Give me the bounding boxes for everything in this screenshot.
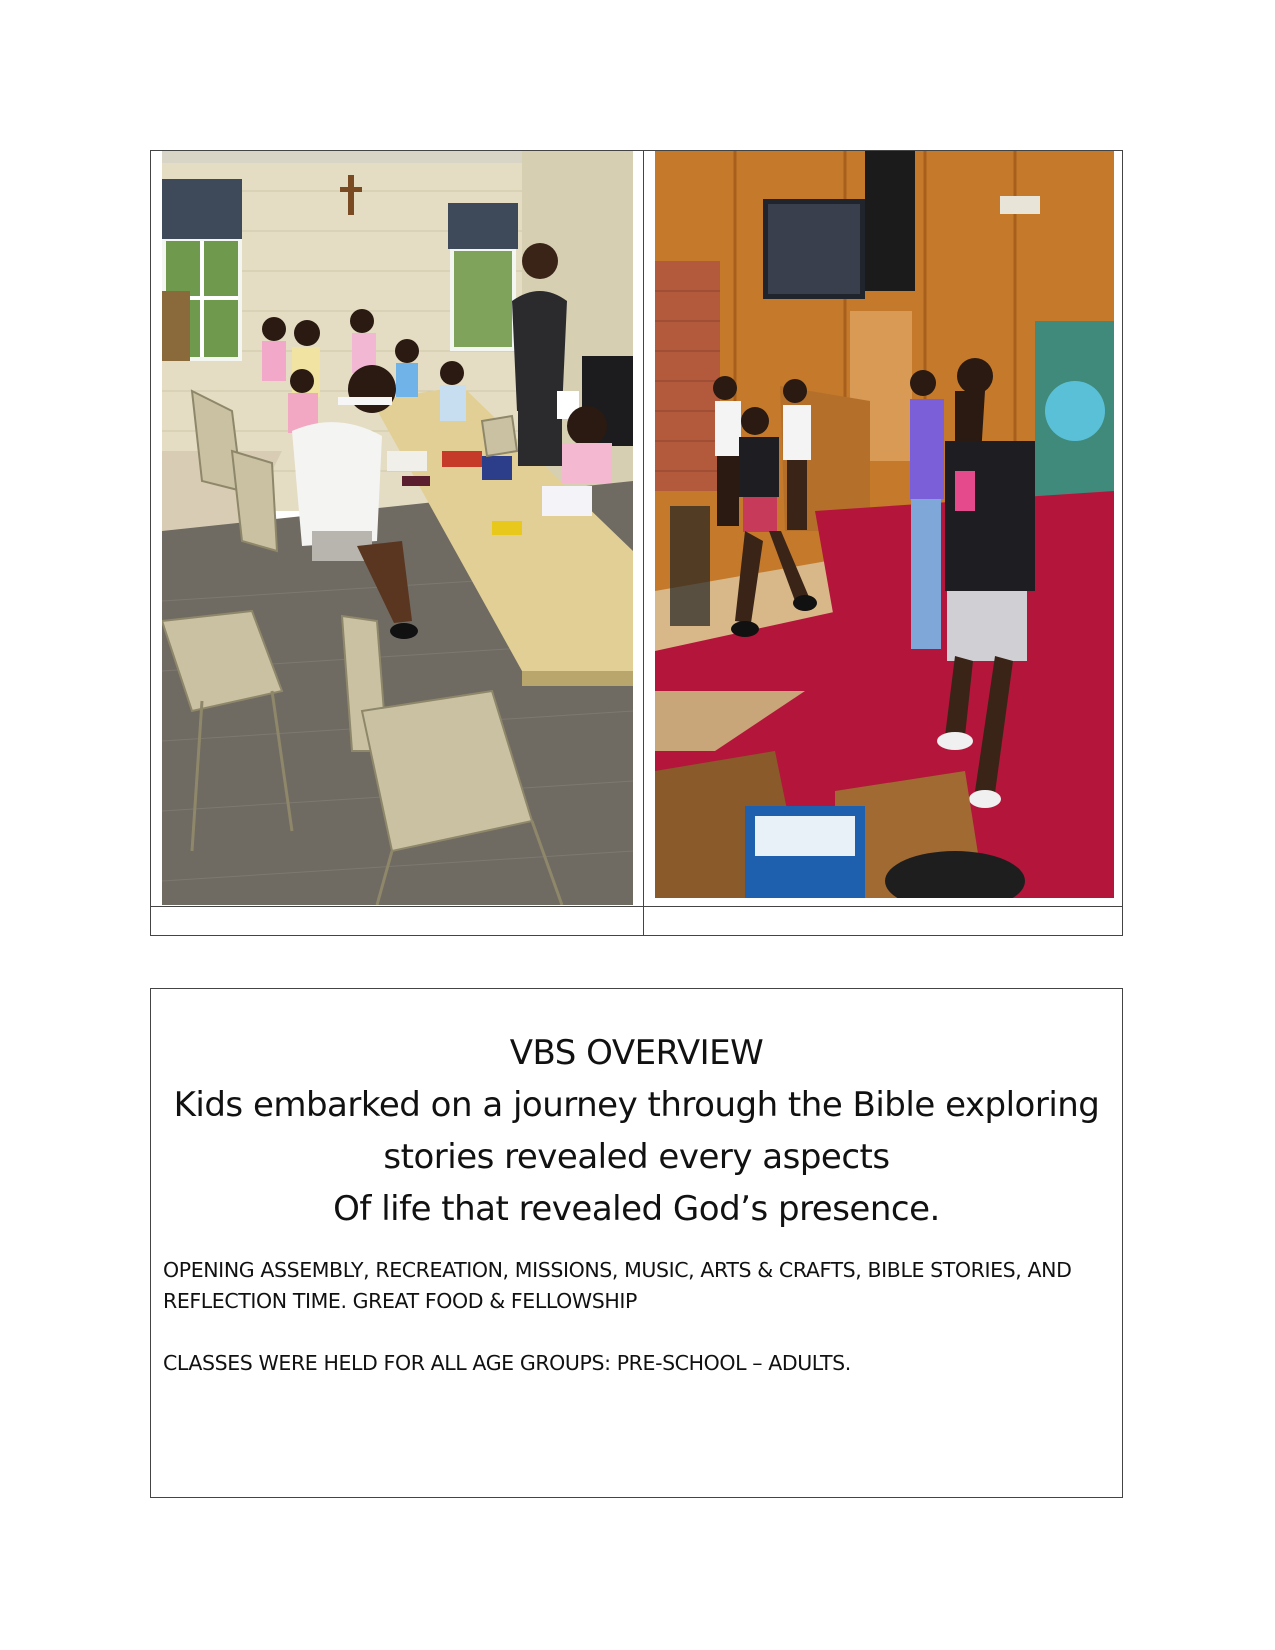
activities-line: OPENING ASSEMBLY, RECREATION, MISSIONS, MUSIC, ARTS & CRAFTS, BIBLE STORIES, AND [163,1258,1072,1282]
overview-title: VBS OVERVIEW [509,1033,764,1073]
table-divider-horizontal [151,906,1122,907]
overview-summary-line: Of life that revealed God’s presence. [333,1189,940,1229]
classes-paragraph: CLASSES WERE HELD FOR ALL AGE GROUPS: PRE-SCHOOL – ADULTS. [163,1351,851,1375]
table-divider-vertical [643,151,644,935]
sanctuary-activity-photo [655,151,1114,898]
activities-line: REFLECTION TIME. GREAT FOOD & FELLOWSHIP [163,1289,637,1313]
classroom-crafts-photo [162,151,633,905]
overview-summary-line: Kids embarked on a journey through the Bible exploring [173,1085,1100,1125]
vbs-overview-box [150,988,1123,1498]
overview-summary-line: stories revealed every aspects [383,1137,890,1177]
overview-heading [151,1027,1122,1235]
activities-paragraph [163,1255,1113,1317]
photo-table [150,150,1123,936]
